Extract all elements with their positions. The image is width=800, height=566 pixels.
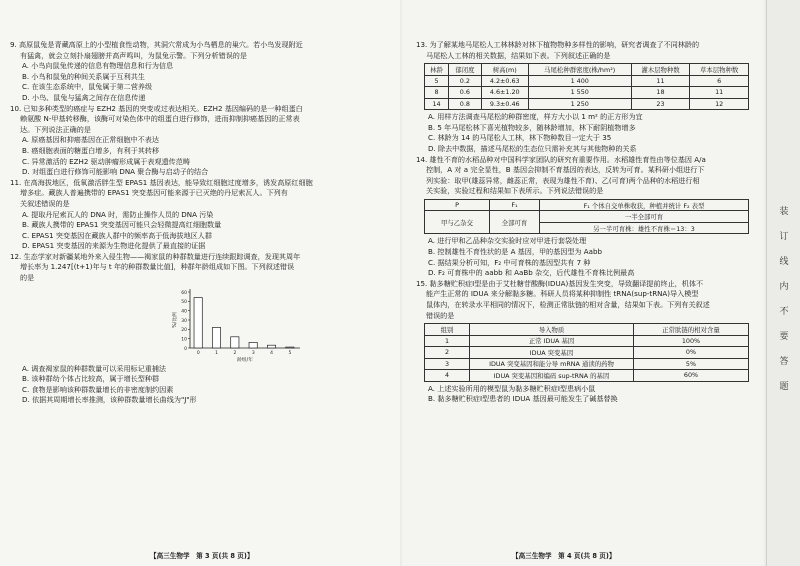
question-stem: 有猛禽，就会立刻扑扇翅膀并高声鸣叫，为鼠兔示警。下列分析错误的是 [20,50,247,60]
table-cell: 5 [425,75,449,87]
table-header: F₁ 个体自交单株收获，种植并统计 F₂ 表型 [540,199,749,211]
x-tick-label: 0 [196,350,200,356]
table-row [425,211,749,223]
table-cell: IDUA 突变基因和能分导 mRNA 通读的药物 [470,358,634,370]
x-tick-label: 5 [288,350,292,356]
table-header: P [425,199,490,211]
q13-table [424,63,749,110]
table-header: 灌木层物种数 [631,64,690,76]
table-header: 郁闭度 [449,64,482,76]
x-tick-label: 3 [251,350,255,356]
x-axis-label: 龄组/年 [236,357,254,363]
table-header: 林龄 [425,64,449,76]
option-a: A. 上述实验所用的模型鼠为黏多糖贮积症Ⅰ型患病小鼠 [428,383,596,393]
question-12 [10,252,392,284]
table-header: 马尾松种群密度(株/hm²) [528,64,631,76]
table-cell: 0.2 [449,75,482,87]
q11-options [10,210,392,252]
table-row [425,358,749,370]
question-13 [416,40,758,61]
binding-char: 不 [779,307,789,317]
y-tick-label: 40 [181,309,187,315]
x-tick-label: 2 [233,350,237,356]
table-cell: 8 [425,87,449,99]
table-cell: 4.6±1.20 [481,87,528,99]
right-page [402,0,764,566]
y-tick-label: 0 [184,346,187,352]
question-stem: 能产生正常的 IDUA 来分解黏多糖。科研人员将某种抑制性 tRNA(sup-tRNA)导入模型 [426,289,699,299]
y-tick-label: 20 [181,327,187,333]
binding-char: 装 [779,207,789,217]
question-stem: 列实验：取甲(雄蕊异常，雌蕊正常，表现为雄性不育)、乙(可育)两个品种的水稻进行相 [426,175,700,185]
binding-char: 线 [779,257,789,267]
question-stem: 的是 [20,273,35,283]
table-cell: 甲与乙杂交 [425,211,490,234]
table-cell: 5% [634,358,749,370]
option-b: B. 小鸟和鼠兔的种间关系属于互利共生 [22,71,145,81]
table-cell: 3 [425,358,470,370]
table-cell: 另一半可育株：雄性不育株＝13：3 [540,222,749,234]
y-tick-label: 60 [181,290,187,296]
question-stem: 赖氨酸 N-甲基转移酶，该酶可对染色体中的组蛋白进行修饰，进而抑制抑癌基因的正常表 [20,114,300,124]
y-tick-label: 30 [181,318,187,324]
option-b: B. 5 年马尾松林下喜光植物较多，随林龄增加，林下耐阴植物增多 [428,122,636,132]
table-cell: 100% [634,335,749,347]
option-a: A. 用样方法调查马尾松的种群密度，样方大小以 1 m² 的正方形为宜 [428,112,643,122]
option-c: C. 据结果分析可知，F₂ 中可育株的基因型共有 7 种 [428,257,591,267]
table-cell: 1 400 [528,75,631,87]
question-stem: 10. 已知多种类型的癌症与 EZH2 基因的突变或过表达相关。EZH2 基因编码的是一种组蛋白 [10,103,303,113]
q9-options [10,61,392,103]
x-tick-label: 4 [270,350,274,356]
table-header-row [425,324,749,336]
q13-options [416,112,758,154]
option-a: A. 提取丹尼索瓦人的 DNA 时，需防止操作人员的 DNA 污染 [22,209,214,219]
option-c: C. 异常激活的 EZH2 驱动肿瘤形成属于表观遗传范畴 [22,156,190,166]
y-tick-label: 50 [181,299,187,305]
table-header: 正常肽链的相对含量 [634,324,749,336]
option-d: D. EPAS1 突变基因的来源为生物进化提供了最直接的证据 [22,241,206,251]
question-stem: 关实验，实验过程和结果如下表所示。下列说法错误的是 [426,186,604,196]
table-cell: 18 [631,87,690,99]
option-a: A. 小鸟向鼠兔传递的信息有物理信息和行为信息 [22,61,174,71]
option-d: D. 依据其周期增长率推测，该种群数量增长曲线为"J"形 [22,395,197,405]
question-stem: 增多症。藏族人普遍携带的 EPAS1 突变基因可能来源于已灭绝的丹尼索瓦人。下列有 [20,188,288,198]
table-cell: 11 [631,75,690,87]
binding-notice [775,200,793,400]
option-d: D. F₂ 可育株中的 aabb 和 AaBb 杂交，后代雄性不育株比例最高 [428,268,635,278]
option-d: D. 对组蛋白进行修饰可能影响 DNA 聚合酶与启动子的结合 [22,167,209,177]
table-header: 树高(m) [481,64,528,76]
bar [231,336,239,347]
table-header: F₁ [490,199,540,211]
page-footer: 【高三生物学 第 4 页(共 8 页)】 [512,552,616,560]
table-cell: 1 [425,335,470,347]
x-tick-label: 1 [215,350,219,356]
age-structure-chart [150,284,350,364]
y-tick-label: 10 [181,337,187,343]
bar [212,327,220,348]
table-cell: 全部可育 [490,211,540,234]
table-cell: 60% [634,370,749,382]
table-cell: 9.3±0.46 [481,98,528,110]
option-a: A. 原癌基因和抑癌基因在正常细胞中不表达 [22,135,159,145]
table-cell: 正常 IDUA 基因 [470,335,634,347]
question-stem: 12. 生态学家对新疆某地外来入侵生物——褐家鼠的种群数量进行连续跟踪调查，发现其周年 [10,251,301,261]
table-header-row [425,199,749,211]
question-stem: 增长率为 1.247[(t+1)年与 t 年的种群数量比值]，种群年龄组成如下图。下列叙述错误 [20,262,295,272]
question-stem: 13. 为了解某地马尾松人工林林龄对林下植物物种多样性的影响，研究者调查了不同林龄的 [416,40,700,49]
option-b: B. 藏族人携带的 EPAS1 突变基因可能只会轻微提高红细胞数量 [22,220,222,230]
table-header: 组别 [425,324,470,336]
bar [267,345,275,348]
q14-options [416,236,758,278]
table-row [425,370,749,382]
table-cell: 0.8 [449,98,482,110]
q12-options [10,364,392,406]
table-cell: 14 [425,98,449,110]
page-footer: 【高三生物学 第 3 页(共 8 页)】 [150,552,254,560]
binding-char: 要 [779,332,789,342]
table-header: 导入物质 [470,324,634,336]
question-stem: 马尾松人工林的相关数据，结果如下表。下列叙述正确的是 [426,50,611,60]
option-b: B. 黏多糖贮积症Ⅰ型患者的 IDUA 基因最可能发生了碱基替换 [428,394,618,404]
bar [286,347,294,348]
question-stem: 11. 在高海拔地区，低氧激活胖生型 EPAS1 基因表达，能导致红细胞过度增多，诱发高原红细胞 [10,177,313,187]
option-c: C. 食物是影响该种群数量增长的非密度制约因素 [22,384,174,394]
option-a: A. 进行甲和乙品种杂交实验时应对甲进行套袋处理 [428,236,587,246]
table-cell: 一半全部可育 [540,211,749,223]
option-d: D. 小鸟、鼠兔与猛禽之间存在信息传递 [22,92,146,102]
question-14 [416,155,758,197]
q14-table [424,199,749,235]
table-row [425,98,749,110]
table-row [425,75,749,87]
question-9 [10,40,392,61]
bar [194,297,202,347]
question-stem: 鼠体内，在转录水平相同的情况下，检测正常肽链的相对含量，结果如下表。下列有关叙述 [426,300,710,309]
binding-char: 题 [779,382,789,392]
option-b: B. 该种群幼个体占比较高，属于增长型种群 [22,374,160,384]
table-header-row [425,64,749,76]
bar [249,342,257,348]
binding-char: 内 [779,282,789,292]
table-cell: 11 [690,87,749,99]
binding-char: 订 [779,232,789,242]
table-cell: 12 [690,98,749,110]
table-cell: 6 [690,75,749,87]
question-15 [416,279,758,321]
option-b: B. 控制雄性不育性状的是 A 基因，甲的基因型为 Aabb [428,247,602,257]
question-stem: 9. 高原鼠兔是青藏高原上的小型植食性动物，其洞穴常成为小鸟栖息的巢穴。若小鸟发现附近 [10,40,303,49]
question-stem: 控制，A 对 a 完全显性，B 基因会抑制不育基因的表达，反转为可育。某科研小组进行下 [426,165,705,175]
option-d: D. 除去中数据，描述马尾松的生态位只需补充其与其他物种的关系 [428,143,637,153]
question-stem: 关叙述错误的是 [20,198,70,208]
option-b: B. 癌细胞表面的糖蛋白增多，有利于其转移 [22,145,160,155]
table-cell: 1 550 [528,87,631,99]
table-row [425,87,749,99]
table-row [425,347,749,359]
q15-options [416,384,758,405]
table-cell: 0% [634,347,749,359]
question-11 [10,178,392,210]
q10-options [10,135,392,177]
binding-char: 答 [779,357,789,367]
table-cell: IDUA 突变基因和编码 sup-tRNA 的基因 [470,370,634,382]
table-row [425,335,749,347]
table-header: 草本层物种数 [690,64,749,76]
table-cell: 4 [425,370,470,382]
option-a: A. 调查褐家鼠的种群数量可以采用标记重捕法 [22,363,167,373]
option-c: C. 在该生态系统中，鼠兔属于第二营养级 [22,82,153,92]
table-cell: 2 [425,347,470,359]
question-stem: 错误的是 [426,310,455,320]
option-c: C. 林龄为 14 的马尾松人工林，林下物种数目一定大于 35 [428,133,612,143]
question-stem: 达。下列说法正确的是 [20,124,91,134]
question-stem: 14. 雄性不育的水稻品种对中国科学家团队的研究有重要作用。水稻雄性育性由等位基因 A/a [416,154,706,164]
table-cell: 1 250 [528,98,631,110]
question-stem: 15. 黏多糖贮积症Ⅰ型是由于艾杜糖苷酸酶(IDUA)基因发生突变，导致翻译提前终止，机体不 [416,278,704,288]
table-cell: IDUA 突变基因 [470,347,634,359]
question-10 [10,104,392,136]
table-cell: 23 [631,98,690,110]
option-c: C. EPAS1 突变基因在藏族人群中的频率高于低海拔地区人群 [22,230,212,240]
binding-strip [766,0,800,566]
table-cell: 0.6 [449,87,482,99]
y-axis-label: %/比例 [173,311,178,328]
q15-table [424,323,749,382]
table-cell: 4.2±0.63 [481,75,528,87]
